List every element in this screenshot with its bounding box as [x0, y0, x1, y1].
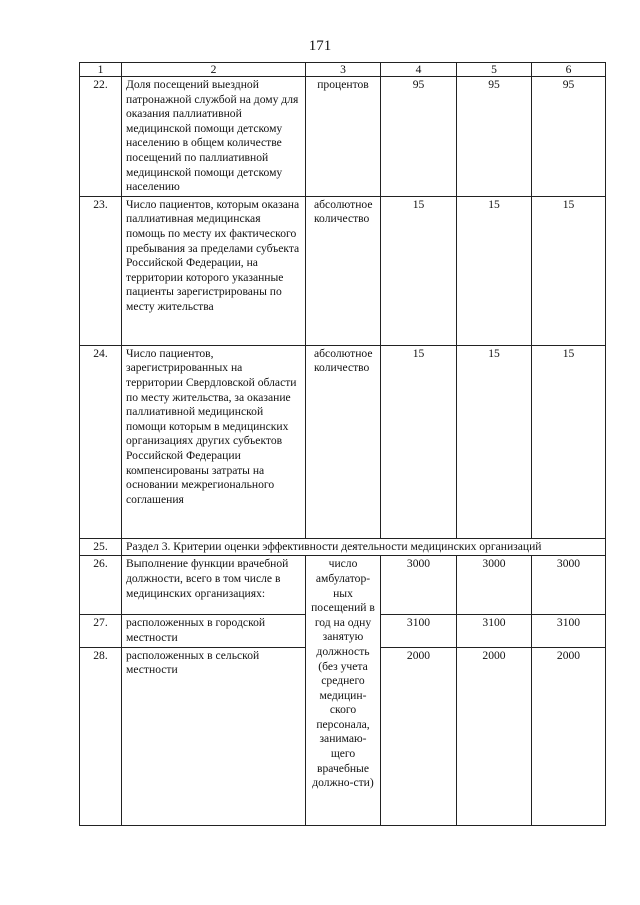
value-col6: 3000 [532, 556, 606, 615]
row-number: 24. [80, 345, 122, 538]
unit-cell: процентов [306, 77, 381, 197]
value-col5: 2000 [457, 647, 532, 825]
column-number-row [80, 63, 606, 77]
value-col5: 15 [457, 345, 532, 538]
col-header-6: 6 [532, 63, 606, 77]
value-col5: 3000 [457, 556, 532, 615]
value-col6: 15 [532, 196, 606, 345]
col-header-4: 4 [381, 63, 457, 77]
table-row [80, 196, 606, 345]
value-col4: 95 [381, 77, 457, 197]
row-number: 23. [80, 196, 122, 345]
value-col6: 3100 [532, 615, 606, 647]
section-row [80, 538, 606, 556]
col-header-3: 3 [306, 63, 381, 77]
value-col5: 95 [457, 77, 532, 197]
table-row [80, 77, 606, 197]
row-number: 27. [80, 615, 122, 647]
value-col4: 15 [381, 345, 457, 538]
value-col4: 3000 [381, 556, 457, 615]
row-number: 26. [80, 556, 122, 615]
indicator-name: расположенных в сельской местности [122, 647, 306, 825]
page-number: 171 [308, 38, 332, 54]
table-row [80, 345, 606, 538]
value-col5: 15 [457, 196, 532, 345]
unit-cell-merged: число амбулатор-ных посещений в год на одну занятую должность (без учета среднего медицин-ского персонала, занимаю-щего врачебные должно-сти) [306, 556, 381, 825]
indicator-name: Число пациентов, зарегистрированных на территории Свердловской области по месту жительства, за оказание паллиативной медицинской помощи которым в медицинских организациях других субъектов Российской Федерации компенсированы затраты на основании межрегионального соглашения [122, 345, 306, 538]
section-title: Раздел 3. Критерии оценки эффективности деятельности медицинских организаций [122, 538, 606, 556]
col-header-1: 1 [80, 63, 122, 77]
indicator-name: Доля посещений выездной патронажной службой на дому для оказания паллиативной медицинской помощи детскому населению в общем количестве посещений по паллиативной медицинской помощи детскому населению [122, 77, 306, 197]
criteria-table [79, 62, 606, 826]
value-col6: 95 [532, 77, 606, 197]
unit-cell: абсолютное количество [306, 196, 381, 345]
col-header-2: 2 [122, 63, 306, 77]
value-col6: 15 [532, 345, 606, 538]
value-col6: 2000 [532, 647, 606, 825]
indicator-name: расположенных в городской местности [122, 615, 306, 647]
row-number: 22. [80, 77, 122, 197]
indicator-name: Выполнение функции врачебной должности, всего в том числе в медицинских организациях: [122, 556, 306, 615]
value-col5: 3100 [457, 615, 532, 647]
indicator-name: Число пациентов, которым оказана паллиативная медицинская помощь по месту их фактического пребывания за пределами субъекта Российской Федерации, на территории которого указанные пациенты зарегистрированы по месту жительства [122, 196, 306, 345]
row-number: 28. [80, 647, 122, 825]
row-number: 25. [80, 538, 122, 556]
col-header-5: 5 [457, 63, 532, 77]
value-col4: 15 [381, 196, 457, 345]
value-col4: 3100 [381, 615, 457, 647]
value-col4: 2000 [381, 647, 457, 825]
table-row [80, 556, 606, 615]
unit-cell: абсолютное количество [306, 345, 381, 538]
